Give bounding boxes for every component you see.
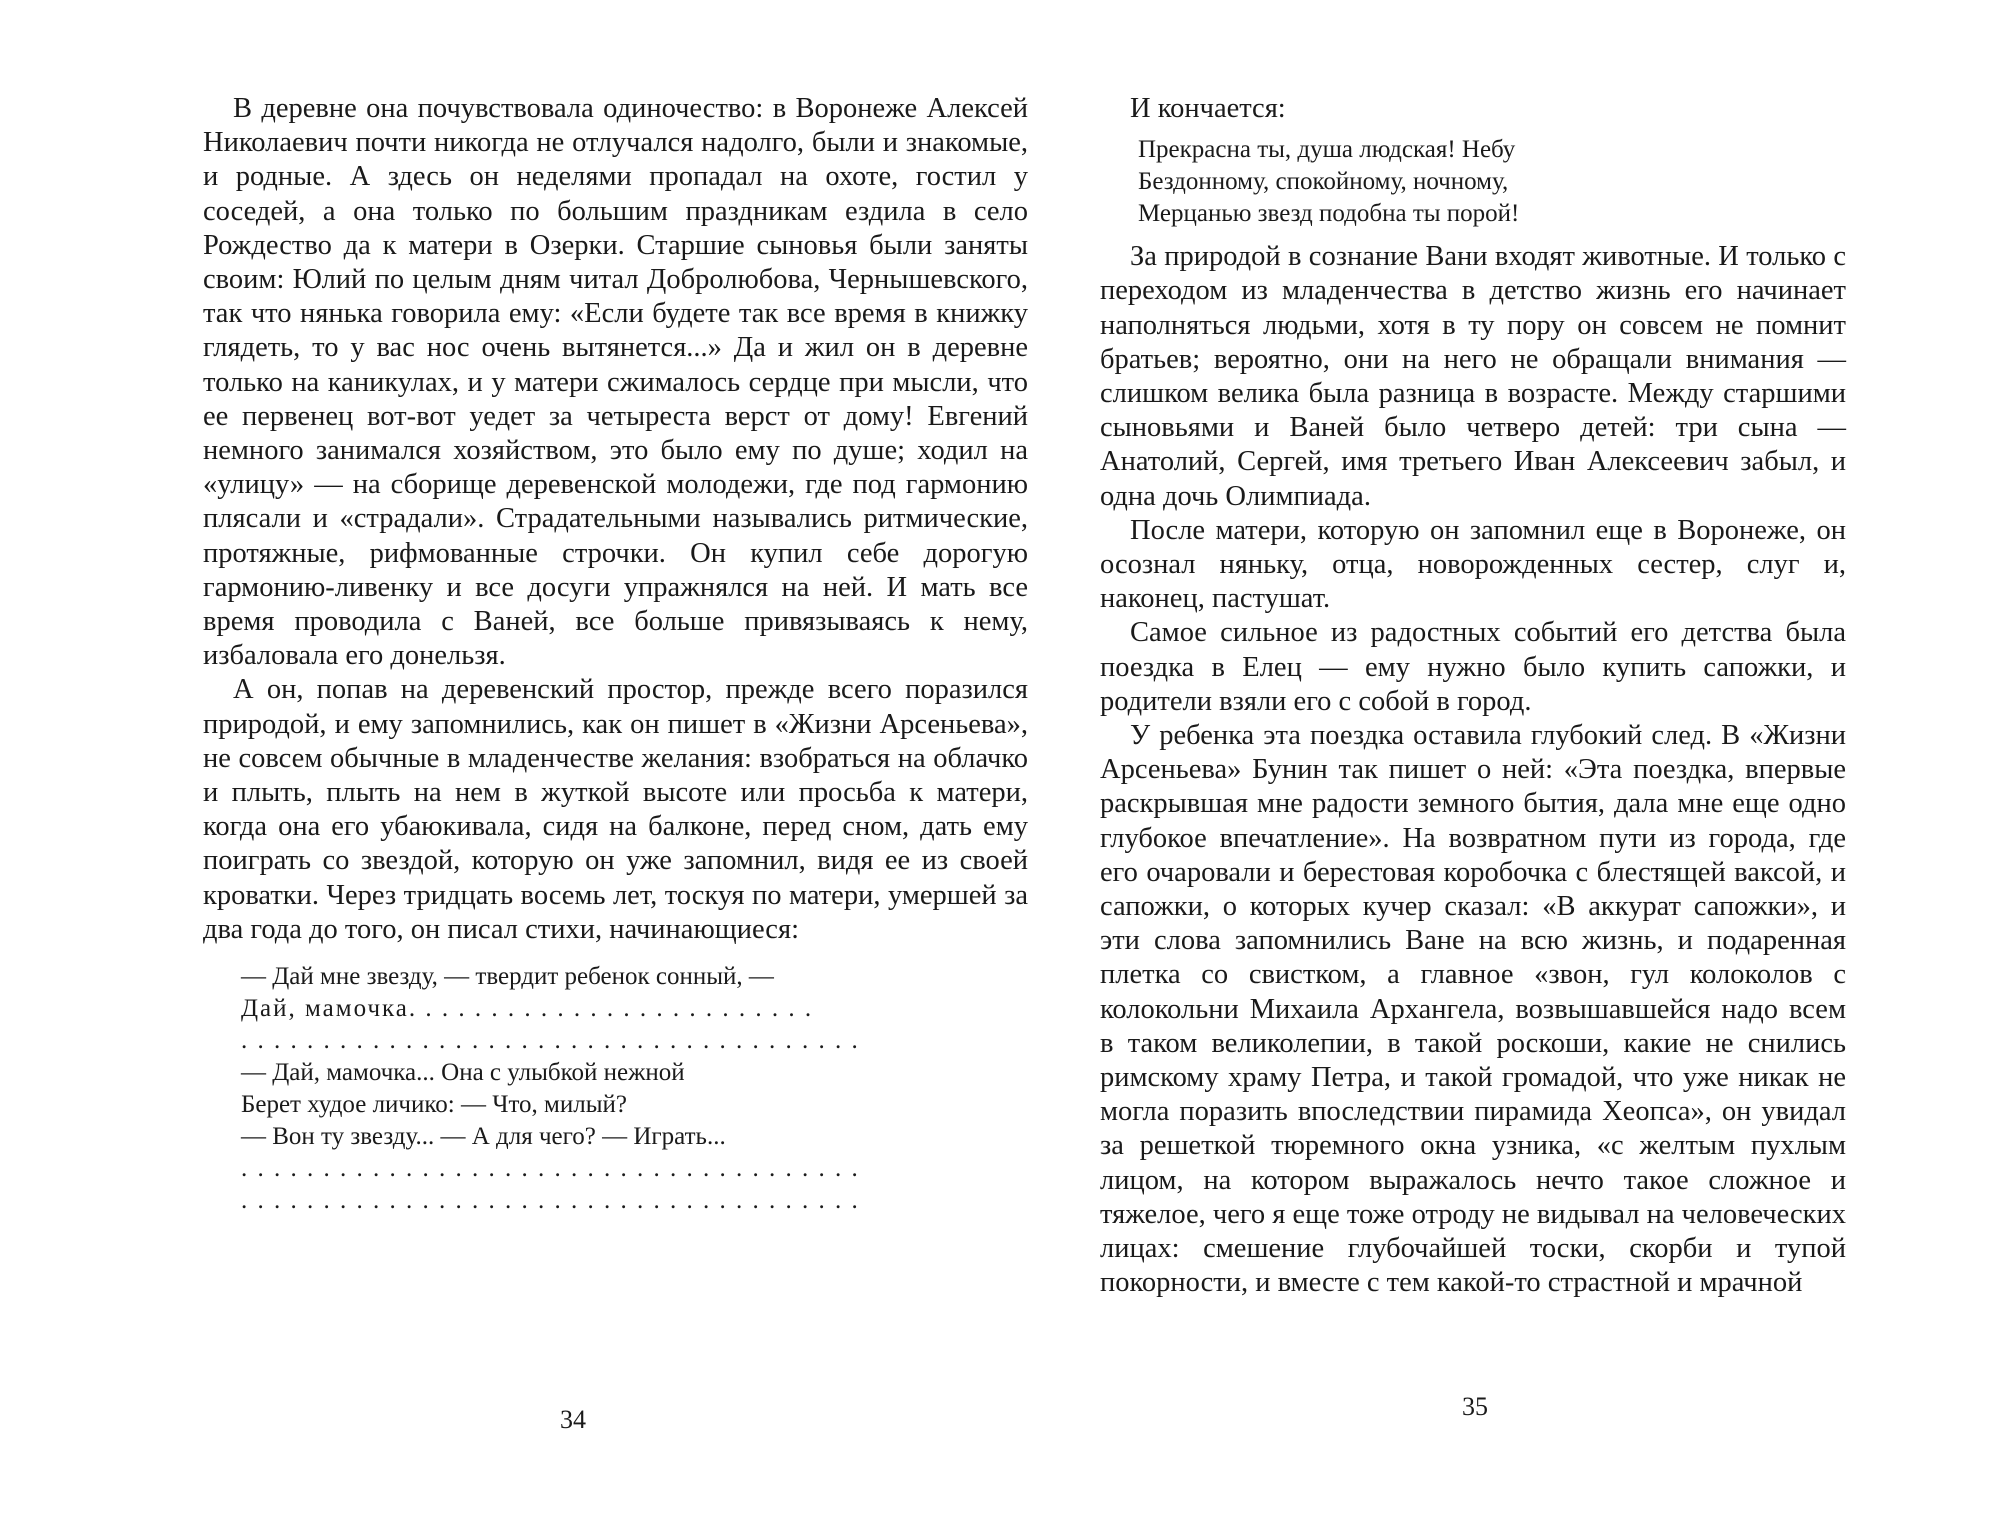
right-page <box>1100 92 1846 1301</box>
right-verse <box>1138 134 1846 230</box>
right-paragraph-4: У ребенка эта поездка оставила глубокий след. В «Жизни Арсеньева» Бунин так пишет о ней: «Эта поездка, впервые раскрывшая мне радости земного бытия, дала мне еще одно глубокое впечатление». На возвратном пути из города, где его очаровали и берестовая коробочка с блестящей ваксой, и сапожки, о которых кучер сказал: «В аккурат сапожки», и эти слова запомнились Ване на всю жизнь, и подаренная плетка со свистком, а главное «звон, гул колоколов с колокольни Михаила Архангела, возвышавшейся надо всем в таком великолепии, в такой роскоши, какие не снились римскому храму Петра, и такой громадой, что уже никак не могла поразить впоследствии пирамида Хеопса», он увидал за решеткой тюремного окна узника, «с желтым пухлым лицом, на котором выражалось нечто такое сложное и тяжелое, чего я еще тоже отроду не видывал на человеческих лицах: смешение глубочайшей тоски, скорби и тупой покорности, и вместе с тем какой-то страстной и мрачной <box>1100 720 1846 1299</box>
left-paragraph-2: А он, попав на деревенский простор, прежде всего поразился природой, и ему запомнились, как он пишет в «Жизни Арсеньева», не совсем обычные в младенчестве желания: взобраться на облачко и плыть, плыть на нем в жуткой высоте или просьба к матери, когда она его убаюкивала, сидя на балконе, перед сном, дать ему поиграть со звездой, которую он уже запомнил, видя ее из своей кроватки. Через тридцать восемь лет, тоскуя по матери, умершей за два года до того, он писал стихи, начинающиеся: <box>203 674 1028 945</box>
verse-line: Берет худое личико: — Что, милый? <box>241 1091 627 1119</box>
verse-line: — Дай мне звезду, — твердит ребенок сонный, — <box>241 963 774 991</box>
right-paragraph-3: Самое сильное из радостных событий его детства была поездка в Елец — ему нужно было купить сапожки, и родители взяли его с собой в город. <box>1100 617 1846 717</box>
verse-line: — Вон ту звезду... — А для чего? — Играть... <box>241 1123 726 1151</box>
page-number-left: 34 <box>560 1405 586 1434</box>
verse-line: Мерцанью звезд подобна ты порой! <box>1138 200 1520 228</box>
verse-ellipsis-line: . . . . . . . . . . . . . . . . . . . . . . . . . . . . . . . . . . . . . . <box>241 1027 860 1055</box>
page-number-right: 35 <box>1462 1392 1488 1421</box>
verse-line: Прекрасна ты, душа людская! Небу <box>1138 136 1516 164</box>
right-intro: И кончается: <box>1130 93 1286 124</box>
verse-ellipsis-line: . . . . . . . . . . . . . . . . . . . . . . . . . . . . . . . . . . . . . . <box>241 1187 860 1215</box>
verse-ellipsis-line: . . . . . . . . . . . . . . . . . . . . . . . . . . . . . . . . . . . . . . <box>241 1155 860 1183</box>
left-paragraph-1: В деревне она почувствовала одиночество: в Воронеже Алексей Николаевич почти никогда не отлучался надолго, были и знакомые, и родные. А здесь он неделями пропадал на охоте, гостил у соседей, а она только по большим праздникам ездила в село Рождество да к матери в Озерки. Старшие сыновья были заняты своим: Юлий по целым дням читал Добролюбова, Чернышевского, так что нянька говорила ему: «Если будете так все время в книжку глядеть, то у вас нос очень вытянется...» Да и жил он в деревне только на каникулах, и у матери сжималось сердце при мысли, что ее первенец вот-вот уедет за четыреста верст от дому! Евгений немного занимался хозяйством, это было ему по душе; ходил на «улицу» — на сборище деревенской молодежи, где под гармонию плясали и «страдали». Страдательными назывались ритмические, протяжные, рифмованные строчки. Он купил себе дорогую гармонию-ливенку и все досуги упражнялся на ней. И мать все время проводила с Ваней, все больше привязываясь к нему, избаловала его донельзя. <box>203 93 1028 672</box>
right-paragraph-1: За природой в сознание Вани входят животные. И только с переходом из младенчества в детство жизнь его начинает наполняться людьми, хотя в ту пору он совсем не помнит братьев; вероятно, они на него не обращали внимания — слишком велика была разница в возрасте. Между старшими сыновьями и Ваней было четверо детей: три сына — Анатолий, Сергей, имя третьего Иван Алексеевич забыл, и одна дочь Олимпиада. <box>1100 241 1846 512</box>
left-page <box>203 92 1028 1217</box>
right-paragraph-2: После матери, которую он запомнил еще в Воронеже, он осознал няньку, отца, новорожденных сестер, слуг и, наконец, пастушат. <box>1100 514 1846 615</box>
verse-line: Дай, мамочка. . . . . . . . . . . . . . . . . . . . . . . . . <box>241 995 814 1023</box>
left-verse <box>241 961 1028 1217</box>
verse-line: Бездонному, спокойному, ночному, <box>1138 168 1509 196</box>
verse-line: — Дай, мамочка... Она с улыбкой нежной <box>241 1059 685 1087</box>
